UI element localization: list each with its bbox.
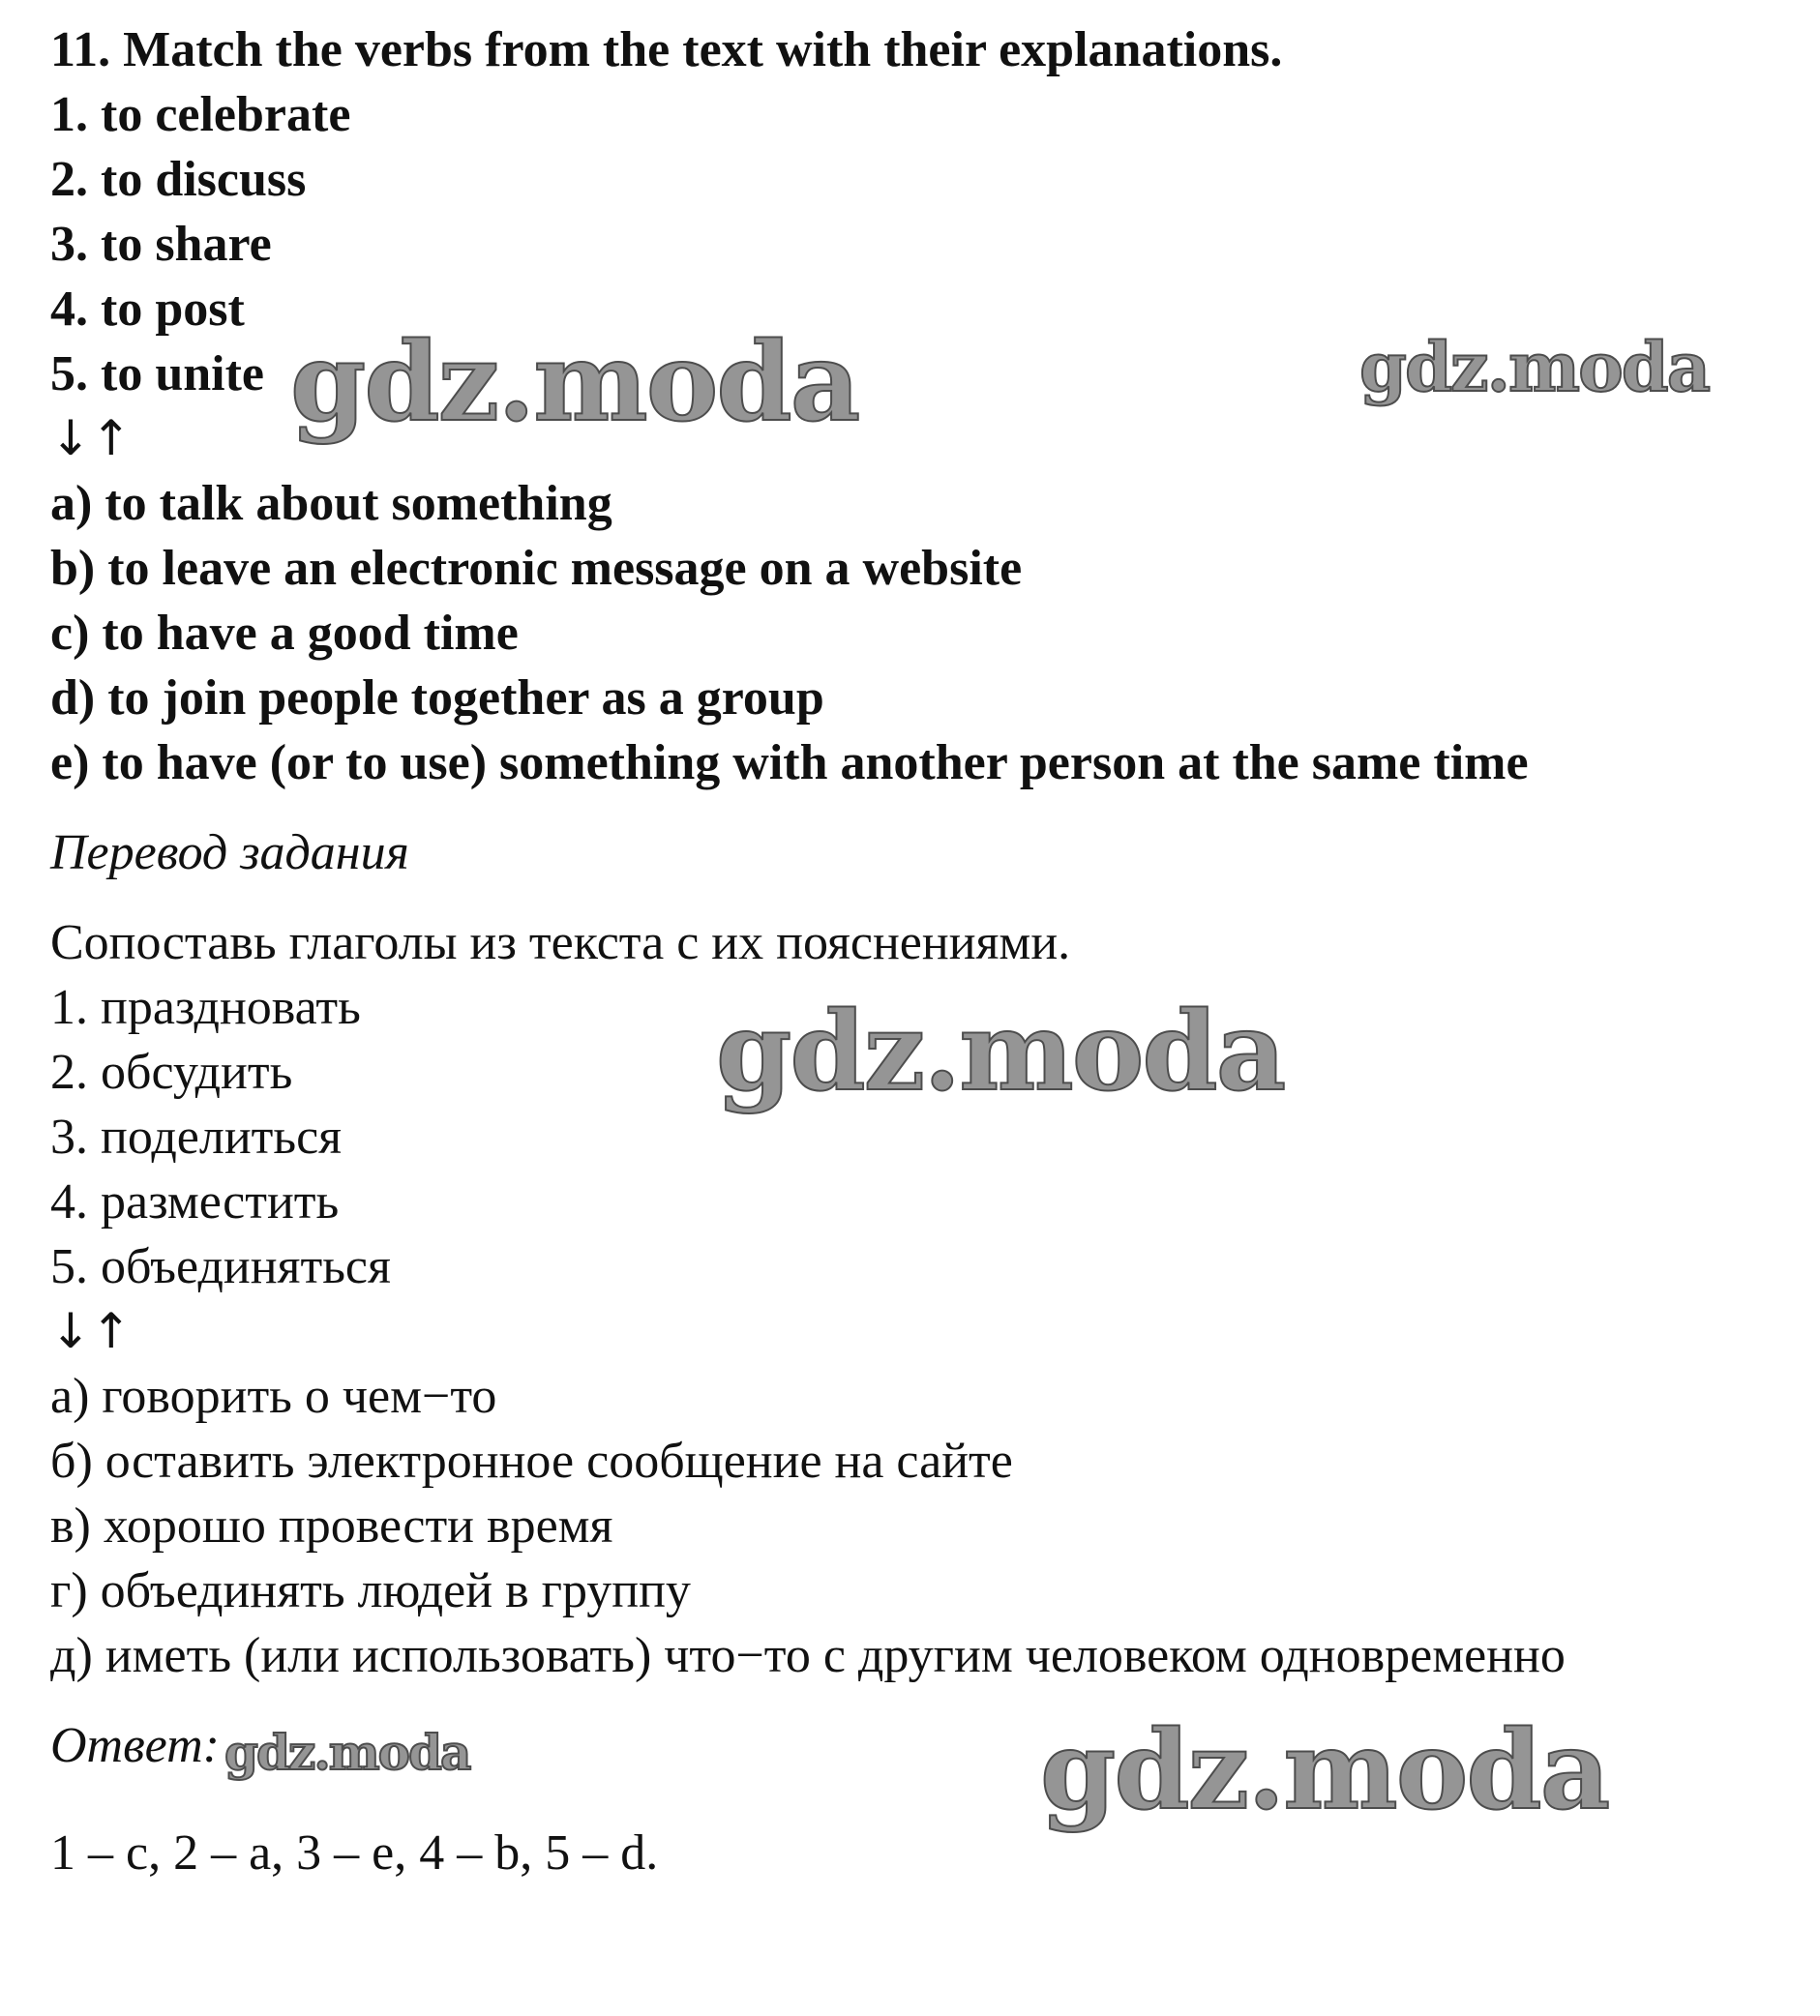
translation-verb-item: 5. объединяться: [50, 1239, 391, 1294]
translation-verb-item: 1. праздновать: [50, 980, 361, 1035]
explanation-item: d) to join people together as a group: [50, 670, 824, 726]
document-page: [50, 17, 1792, 1885]
verb-item: 3. to share: [50, 217, 272, 272]
watermark-logo: gdz.moda: [224, 1724, 470, 1781]
translation-explanation-item: б) оставить электронное сообщение на сайте: [50, 1434, 1013, 1489]
verb-item: 2. to discuss: [50, 152, 307, 207]
translation-verb-item: 2. обсудить: [50, 1045, 293, 1100]
translation-explanation-item: г) объединять людей в группу: [50, 1563, 691, 1618]
explanation-item: c) to have a good time: [50, 606, 519, 661]
watermark-logo: gdz.moda: [290, 319, 859, 446]
answer-heading: Ответ:: [50, 1718, 220, 1773]
watermark-logo: gdz.moda: [1359, 327, 1710, 407]
match-arrows-icon: ↓↑: [50, 410, 132, 466]
translation-verb-item: 4. разместить: [50, 1174, 340, 1230]
translation-arrows-icon: ↓↑: [50, 1303, 132, 1359]
translation-heading: Перевод задания: [50, 825, 409, 880]
explanation-item: e) to have (or to use) something with another person at the same time: [50, 735, 1529, 790]
translation-explanation-item: в) хорошо провести время: [50, 1498, 613, 1554]
translation-explanation-item: д) иметь (или использовать) что−то с другим человеком одновременно: [50, 1628, 1566, 1683]
verb-item: 1. to celebrate: [50, 87, 351, 142]
task-title: 11. Match the verbs from the text with their explanations.: [50, 22, 1283, 77]
watermark-logo: gdz.moda: [716, 989, 1285, 1115]
explanation-item: b) to leave an electronic message on a website: [50, 541, 1023, 596]
translation-explanation-item: а) говорить о чем−то: [50, 1369, 497, 1424]
explanation-item: a) to talk about something: [50, 476, 612, 531]
translation-title: Сопоставь глаголы из текста с их пояснениями.: [50, 915, 1071, 970]
watermark-logo: gdz.moda: [1040, 1707, 1609, 1834]
translation-verb-item: 3. поделиться: [50, 1110, 343, 1165]
answer-text: 1 – c, 2 – a, 3 – e, 4 – b, 5 – d.: [50, 1825, 659, 1881]
verb-item: 5. to unite: [50, 346, 264, 401]
verb-item: 4. to post: [50, 282, 245, 337]
